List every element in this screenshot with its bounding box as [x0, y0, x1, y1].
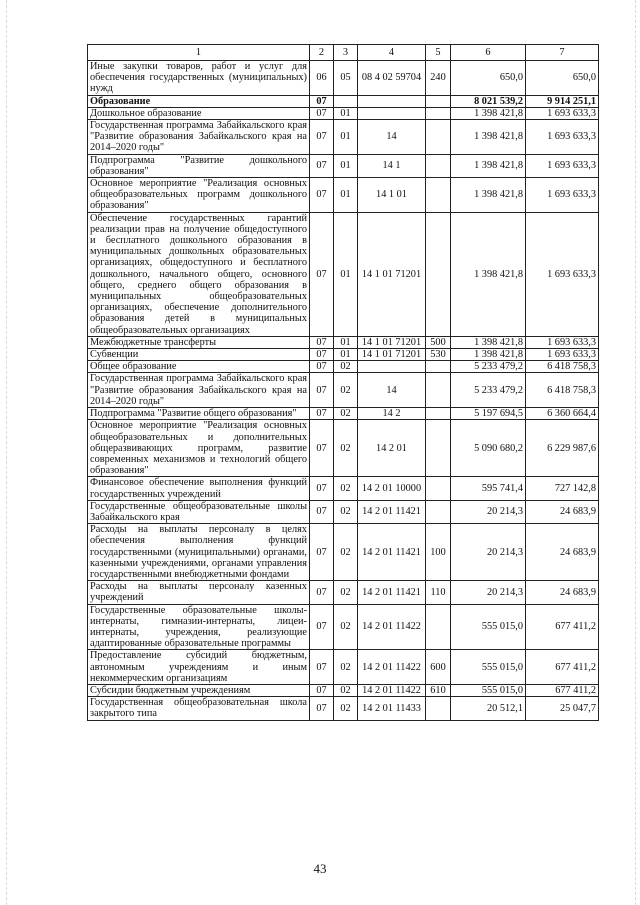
- amount-col-6: 20 512,1: [451, 697, 526, 720]
- section-code: 07: [310, 477, 334, 500]
- target-article-code: 14 2 01 11421: [358, 581, 426, 604]
- section-code: 07: [310, 361, 334, 373]
- subsection-code: 02: [334, 650, 358, 685]
- row-name: Государственные образовательные школы-интернаты, гимназии-интернаты, лицеи-интернаты, учреждения, реализующие адаптированные образовательные программы: [88, 604, 310, 650]
- header-col-2: 2: [310, 45, 334, 61]
- row-name: Основное мероприятие "Реализация основных общеобразовательных программ дошкольного образования": [88, 178, 310, 213]
- amount-col-6: 1 398 421,8: [451, 178, 526, 213]
- target-article-code: 14 1 01: [358, 178, 426, 213]
- expense-type-code: [426, 604, 451, 650]
- subsection-code: 02: [334, 408, 358, 420]
- table-row: [88, 697, 599, 720]
- table-row: [88, 500, 599, 523]
- row-name: Расходы на выплаты персоналу в целях обеспечения выполнения функций государственными (муниципальными) органами, казенными учреждениями, органами управления государственными внебюджетными фондами: [88, 524, 310, 581]
- amount-col-7: 1 693 633,3: [526, 178, 599, 213]
- header-col-3: 3: [334, 45, 358, 61]
- subsection-code: 01: [334, 212, 358, 336]
- target-article-code: 14: [358, 120, 426, 155]
- amount-col-7: 1 693 633,3: [526, 212, 599, 336]
- expense-type-code: [426, 697, 451, 720]
- amount-col-7: 24 683,9: [526, 581, 599, 604]
- section-code: 07: [310, 154, 334, 177]
- target-article-code: 14 1 01 71201: [358, 336, 426, 348]
- row-name: Финансовое обеспечение выполнения функций государственных учреждений: [88, 477, 310, 500]
- table-row: [88, 477, 599, 500]
- target-article-code: 14 1 01 71201: [358, 349, 426, 361]
- amount-col-6: 20 214,3: [451, 524, 526, 581]
- section-code: 07: [310, 697, 334, 720]
- row-name: Государственная общеобразовательная школа закрытого типа: [88, 697, 310, 720]
- amount-col-6: 555 015,0: [451, 604, 526, 650]
- subsection-code: 02: [334, 684, 358, 696]
- amount-col-6: 1 398 421,8: [451, 120, 526, 155]
- subsection-code: 02: [334, 477, 358, 500]
- table-body: [88, 61, 599, 721]
- row-name: Обеспечение государственных гарантий реализации прав на получение общедоступного и бесплатного дошкольного образования в муниципальных дошкольных образовательных организациях, общедоступного и бесплатного дошкольного, начального общего, основного общего, среднего общего образования в муниципальных общеобразовательных организациях, обеспечение дополнительного образования детей в муниципальных общеобразовательных организациях: [88, 212, 310, 336]
- target-article-code: 14 2 01 11421: [358, 524, 426, 581]
- section-code: 07: [310, 420, 334, 477]
- subsection-code: [334, 95, 358, 107]
- target-article-code: [358, 361, 426, 373]
- amount-col-7: 6 418 758,3: [526, 373, 599, 408]
- expense-type-code: [426, 420, 451, 477]
- target-article-code: 14 2 01 10000: [358, 477, 426, 500]
- expense-type-code: [426, 95, 451, 107]
- amount-col-6: 5 233 479,2: [451, 361, 526, 373]
- subsection-code: 01: [334, 154, 358, 177]
- subsection-code: 01: [334, 107, 358, 119]
- expense-type-code: [426, 107, 451, 119]
- amount-col-6: 1 398 421,8: [451, 336, 526, 348]
- amount-col-6: 5 197 694,5: [451, 408, 526, 420]
- subsection-code: 01: [334, 120, 358, 155]
- table-row: [88, 361, 599, 373]
- target-article-code: 14 2 01: [358, 420, 426, 477]
- subsection-code: 02: [334, 420, 358, 477]
- amount-col-7: 24 683,9: [526, 524, 599, 581]
- table-row: [88, 373, 599, 408]
- section-code: 07: [310, 650, 334, 685]
- amount-col-7: 6 360 664,4: [526, 408, 599, 420]
- expense-type-code: [426, 120, 451, 155]
- section-code: 07: [310, 120, 334, 155]
- section-code: 07: [310, 349, 334, 361]
- expense-type-code: [426, 154, 451, 177]
- table-row: [88, 107, 599, 119]
- target-article-code: 14: [358, 373, 426, 408]
- row-name: Подпрограмма "Развитие общего образования": [88, 408, 310, 420]
- row-name: Субсидии бюджетным учреждениям: [88, 684, 310, 696]
- header-col-7: 7: [526, 45, 599, 61]
- row-name: Государственные общеобразовательные школы Забайкальского края: [88, 500, 310, 523]
- section-code: 07: [310, 212, 334, 336]
- table-row: [88, 178, 599, 213]
- subsection-code: 01: [334, 178, 358, 213]
- section-code: 07: [310, 408, 334, 420]
- section-code: 07: [310, 95, 334, 107]
- subsection-code: 02: [334, 581, 358, 604]
- section-code: 07: [310, 336, 334, 348]
- header-col-4: 4: [358, 45, 426, 61]
- row-name: Расходы на выплаты персоналу казенных учреждений: [88, 581, 310, 604]
- section-code: 06: [310, 61, 334, 96]
- expense-type-code: [426, 500, 451, 523]
- table-row: [88, 420, 599, 477]
- amount-col-7: 6 418 758,3: [526, 361, 599, 373]
- amount-col-6: 20 214,3: [451, 500, 526, 523]
- row-name: Государственная программа Забайкальского края "Развитие образования Забайкальского края на 2014–2020 годы": [88, 373, 310, 408]
- table-row: [88, 581, 599, 604]
- page-number: 43: [313, 861, 327, 876]
- amount-col-6: 650,0: [451, 61, 526, 96]
- header-col-5: 5: [426, 45, 451, 61]
- target-article-code: 14 2 01 11422: [358, 604, 426, 650]
- amount-col-7: 1 693 633,3: [526, 336, 599, 348]
- amount-col-7: 650,0: [526, 61, 599, 96]
- expense-type-code: [426, 178, 451, 213]
- amount-col-6: 1 398 421,8: [451, 154, 526, 177]
- target-article-code: 14 1 01 71201: [358, 212, 426, 336]
- target-article-code: 14 2 01 11421: [358, 500, 426, 523]
- section-code: 07: [310, 373, 334, 408]
- budget-table: [87, 44, 599, 721]
- expense-type-code: [426, 477, 451, 500]
- row-name: Образование: [88, 95, 310, 107]
- amount-col-6: 555 015,0: [451, 650, 526, 685]
- expense-type-code: 500: [426, 336, 451, 348]
- expense-type-code: 530: [426, 349, 451, 361]
- section-code: 07: [310, 684, 334, 696]
- section-code: 07: [310, 524, 334, 581]
- amount-col-7: 727 142,8: [526, 477, 599, 500]
- subsection-code: 02: [334, 524, 358, 581]
- subsection-code: 02: [334, 697, 358, 720]
- table-row: [88, 61, 599, 96]
- amount-col-7: 1 693 633,3: [526, 349, 599, 361]
- expense-type-code: 600: [426, 650, 451, 685]
- section-code: 07: [310, 604, 334, 650]
- target-article-code: 14 2 01 11422: [358, 650, 426, 685]
- amount-col-7: 6 229 987,6: [526, 420, 599, 477]
- expense-type-code: 100: [426, 524, 451, 581]
- table-row: [88, 154, 599, 177]
- header-col-6: 6: [451, 45, 526, 61]
- row-name: Общее образование: [88, 361, 310, 373]
- row-name: Предоставление субсидий бюджетным, автономным учреждениям и иным некоммерческим организациям: [88, 650, 310, 685]
- subsection-code: 01: [334, 349, 358, 361]
- amount-col-7: 677 411,2: [526, 650, 599, 685]
- row-name: Основное мероприятие "Реализация основных общеобразовательных и дополнительных общеразвивающих программ, развитие современных механизмов и технологий общего образования": [88, 420, 310, 477]
- section-code: 07: [310, 107, 334, 119]
- amount-col-6: 1 398 421,8: [451, 212, 526, 336]
- amount-col-6: 555 015,0: [451, 684, 526, 696]
- expense-type-code: 240: [426, 61, 451, 96]
- table-row: [88, 604, 599, 650]
- row-name: Иные закупки товаров, работ и услуг для обеспечения государственных (муниципальных) нужд: [88, 61, 310, 96]
- subsection-code: 05: [334, 61, 358, 96]
- expense-type-code: 110: [426, 581, 451, 604]
- amount-col-7: 24 683,9: [526, 500, 599, 523]
- expense-type-code: [426, 361, 451, 373]
- subsection-code: 02: [334, 361, 358, 373]
- row-name: Субвенции: [88, 349, 310, 361]
- scan-edge-right: [635, 0, 636, 905]
- amount-col-6: 5 233 479,2: [451, 373, 526, 408]
- amount-col-6: 1 398 421,8: [451, 349, 526, 361]
- header-col-1: 1: [88, 45, 310, 61]
- section-code: 07: [310, 178, 334, 213]
- table-row: [88, 212, 599, 336]
- target-article-code: [358, 107, 426, 119]
- table-header: [88, 45, 599, 61]
- expense-type-code: [426, 408, 451, 420]
- section-code: 07: [310, 500, 334, 523]
- row-name: Государственная программа Забайкальского края "Развитие образования Забайкальского края на 2014–2020 годы": [88, 120, 310, 155]
- amount-col-7: 1 693 633,3: [526, 120, 599, 155]
- amount-col-7: 677 411,2: [526, 604, 599, 650]
- subsection-code: 02: [334, 373, 358, 408]
- amount-col-7: 677 411,2: [526, 684, 599, 696]
- target-article-code: [358, 95, 426, 107]
- amount-col-6: 5 090 680,2: [451, 420, 526, 477]
- amount-col-7: 1 693 633,3: [526, 107, 599, 119]
- target-article-code: 14 2: [358, 408, 426, 420]
- table-row: [88, 336, 599, 348]
- amount-col-7: 1 693 633,3: [526, 154, 599, 177]
- subsection-code: 02: [334, 500, 358, 523]
- scan-edge-left: [6, 0, 7, 905]
- amount-col-7: 25 047,7: [526, 697, 599, 720]
- table-row: [88, 650, 599, 685]
- expense-type-code: 610: [426, 684, 451, 696]
- table-row: [88, 349, 599, 361]
- expense-type-code: [426, 212, 451, 336]
- header-row: [88, 45, 599, 61]
- table-row: [88, 120, 599, 155]
- amount-col-6: 595 741,4: [451, 477, 526, 500]
- table-row: [88, 95, 599, 107]
- table-row: [88, 684, 599, 696]
- amount-col-7: 9 914 251,1: [526, 95, 599, 107]
- row-name: Подпрограмма "Развитие дошкольного образования": [88, 154, 310, 177]
- amount-col-6: 1 398 421,8: [451, 107, 526, 119]
- target-article-code: 14 2 01 11422: [358, 684, 426, 696]
- target-article-code: 14 1: [358, 154, 426, 177]
- expense-type-code: [426, 373, 451, 408]
- subsection-code: 02: [334, 604, 358, 650]
- table-row: [88, 408, 599, 420]
- section-code: 07: [310, 581, 334, 604]
- table-row: [88, 524, 599, 581]
- row-name: Межбюджетные трансферты: [88, 336, 310, 348]
- amount-col-6: 8 021 539,2: [451, 95, 526, 107]
- target-article-code: 14 2 01 11433: [358, 697, 426, 720]
- target-article-code: 08 4 02 59704: [358, 61, 426, 96]
- subsection-code: 01: [334, 336, 358, 348]
- row-name: Дошкольное образование: [88, 107, 310, 119]
- amount-col-6: 20 214,3: [451, 581, 526, 604]
